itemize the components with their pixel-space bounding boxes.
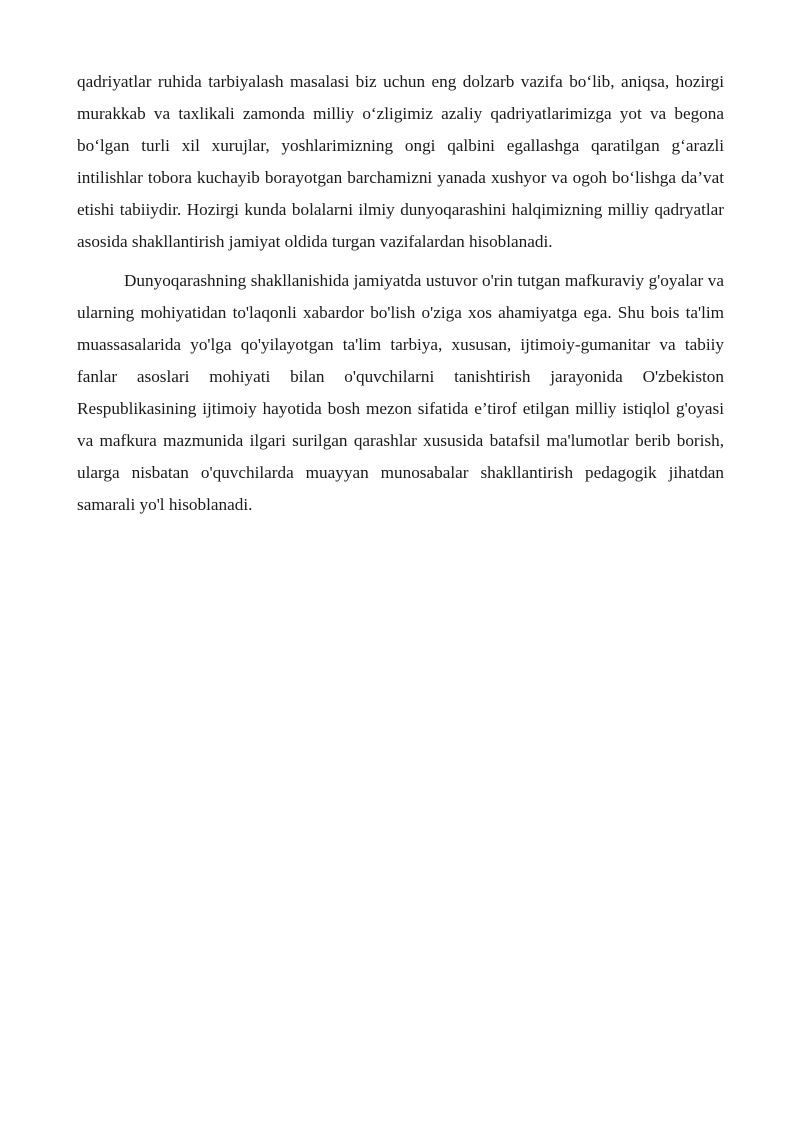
paragraph-worldview: Dunyoqarashning shakllanishida jamiyatda ustuvor o'rin tutgan mafkuraviy g'oyalar va ularning mohiyatidan to'laqonli xabardor bo'lish o'ziga xos ahamiyatga ega. Shu bois ta'lim muassasalarida yo'lga qo'yilayotgan ta'lim tarbiya, xususan, ijtimoiy-gumanitar va tabiiy fanlar asoslari mohiyati bilan o'quvchilarni tanishtirish jarayonida O'zbekiston Respublikasining ijtimoiy hayotida bosh mezon sifatida e’tirof etilgan milliy istiqlol g'oyasi va mafkura mazmunida ilgari surilgan qarashlar xususida batafsil ma'lumotlar berib borish, ularga nisbatan o'quvchilarda muayyan munosabalar shakllantirish pedagogik jihatdan samarali yo'l hisoblanadi. <box>77 271 724 514</box>
document-page <box>77 66 724 521</box>
paragraph-continuation: qadriyatlar ruhida tarbiyalash masalasi biz uchun eng dolzarb vazifa bo‘lib, aniqsa, hozirgi murakkab va taxlikali zamonda milliy o‘zligimiz azaliy qadriyatlarimizga yot va begona bo‘lgan turli xil xurujlar, yoshlarimizning ongi qalbini egallashga qaratilgan g‘arazli intilishlar tobora kuchayib borayotgan barchamizni yanada xushyor va ogoh bo‘lishga da’vat etishi tabiiydir. Hozirgi kunda bolalarni ilmiy dunyoqarashini halqimizning milliy qadryatlar asosida shakllantirish jamiyat oldida turgan vazifalardan hisoblanadi. <box>77 72 724 251</box>
